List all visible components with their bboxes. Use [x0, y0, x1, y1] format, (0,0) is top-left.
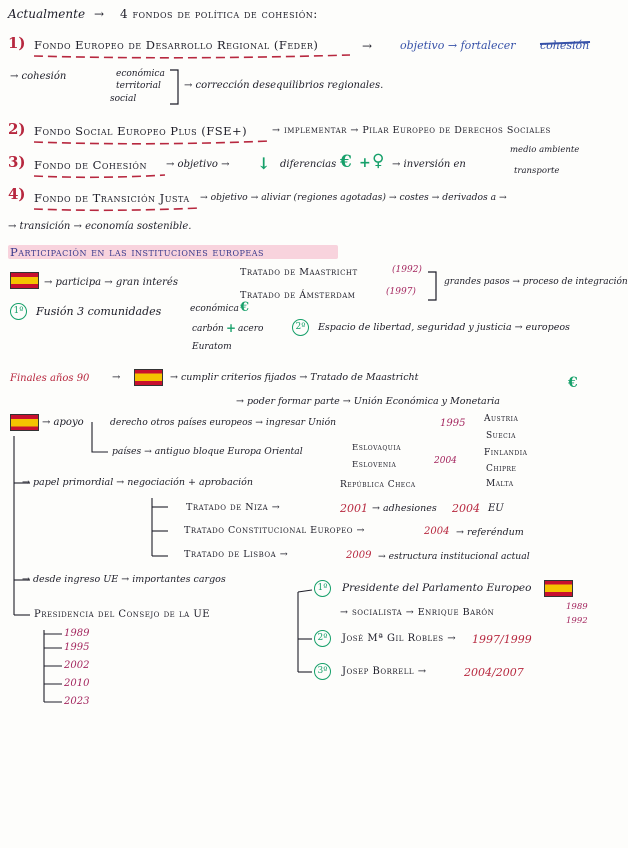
fund-3-plus: + — [359, 155, 371, 171]
baron-year-end: 1992 — [566, 616, 588, 626]
country-finland: Finlandia — [484, 448, 528, 458]
parliament-president: Presidente del Parlamento Europeo — [342, 582, 532, 594]
fund-1-arrow: → — [362, 39, 373, 53]
community-euro: € — [240, 300, 250, 315]
presidency-year: 1989 — [64, 628, 90, 639]
treaty-constitutional: Tratado Constitucional Europeo → — [184, 525, 366, 536]
treaty-constitutional-referendum: → referéndum — [456, 527, 524, 538]
president-borrell: Josep Borrell → — [342, 666, 427, 677]
fusion-communities: Fusión 3 comunidades — [36, 305, 162, 318]
presidency-year: 1995 — [64, 642, 90, 653]
participation-interest: → participa → gran interés — [44, 277, 178, 288]
treaty-lisbon: Tratado de Lisboa → — [184, 549, 289, 560]
important-positions: → desde ingreso UE → importantes cargos — [22, 574, 226, 585]
accession-1995: 1995 — [440, 418, 466, 429]
baron-year-start: 1989 — [566, 602, 588, 612]
space-freedom-justice: Espacio de libertad, seguridad y justicia → europeos — [318, 322, 570, 333]
community-plus: + — [226, 321, 237, 335]
fund-3-number: 3) — [8, 153, 26, 171]
community-euratom: Euratom — [192, 342, 232, 352]
euro-sign-icon: € — [568, 375, 578, 391]
fund-4-name: Fondo de Transición Justa — [34, 191, 190, 205]
fund-1-cohesion-territorial: territorial — [116, 81, 161, 91]
underline-transicion — [34, 208, 200, 210]
treaty-nice-year-2: 2004 — [452, 502, 480, 515]
fund-3-differences: diferencias — [280, 159, 337, 170]
euro-sign-icon: € — [340, 152, 352, 172]
treaty-amsterdam-year: (1997) — [386, 287, 416, 297]
fund-4-transition: → transición → economía sostenible. — [8, 221, 192, 232]
key-role: → papel primordial → negociación + aprobación — [22, 477, 253, 488]
country-slovenia: Eslovenia — [352, 460, 397, 470]
header-title: 4 fondos de política de cohesión: — [120, 7, 318, 21]
president-baron: → socialista → Enrique Barón — [340, 607, 495, 618]
fund-1-correction: → corrección desequilibrios regionales. — [184, 80, 384, 91]
fund-4-objective: → objetivo → aliviar (regiones agotadas) → costes → derivados a → — [200, 192, 507, 203]
header-actualmente: Actualmente — [8, 7, 86, 21]
header-arrow: → — [94, 7, 105, 21]
fund-1-number: 1) — [8, 34, 26, 52]
position-3-number: 3º — [314, 663, 331, 680]
fund-1-name: Fondo Europeo de Desarrollo Regional (Feder) — [34, 38, 319, 52]
country-cyprus: Chipre — [486, 464, 517, 474]
spain-flag-icon — [544, 580, 573, 597]
fund-4-number: 4) — [8, 185, 26, 203]
fund-1-struck-word: cohesión — [540, 39, 590, 52]
fund-1-cohesion-lead: → cohesión — [10, 71, 67, 82]
fund-1-cohesion-social: social — [110, 94, 137, 104]
presidency-year: 2023 — [64, 696, 90, 707]
spain-flag-icon — [134, 369, 163, 386]
borrell-years: 2004/2007 — [464, 666, 524, 679]
fund-2-detail: → implementar → Pilar Europeo de Derechos Sociales — [272, 125, 551, 136]
treaty-lisbon-year: 2009 — [346, 550, 372, 561]
underline-feder — [34, 55, 350, 58]
tree-apoyo-split — [92, 422, 108, 452]
council-presidency: Presidencia del Consejo de la UE — [34, 609, 211, 620]
treaty-nice: Tratado de Niza → — [186, 502, 281, 513]
country-czech: República Checa — [340, 480, 416, 490]
treaty-constitutional-year: 2004 — [424, 526, 450, 537]
treaty-nice-accessions: → adhesiones — [372, 503, 437, 514]
fund-2-name: Fondo Social Europeo Plus (FSE+) — [34, 124, 248, 138]
position-2-number: 2º — [314, 630, 331, 647]
fund-3-objective: → objetivo → — [166, 159, 230, 170]
fund-1-cohesion-economic: económica — [116, 69, 165, 79]
country-slovakia: Eslovaquia — [352, 443, 402, 453]
participation-heading: Participación en las instituciones europeas — [10, 245, 264, 259]
accession-2004: 2004 — [434, 456, 457, 466]
spain-flag-icon — [10, 414, 39, 431]
president-gil-robles: José Mª Gil Robles → — [342, 633, 457, 644]
presidency-year: 2002 — [64, 660, 90, 671]
position-1-number: 1º — [314, 580, 331, 597]
space-number: 2º — [292, 319, 309, 336]
eastern-bloc: países → antiguo bloque Europa Oriental — [112, 446, 303, 457]
person-icon: ♀ — [372, 151, 385, 171]
country-austria: Austria — [484, 414, 519, 424]
support-right-to-join: derecho otros países europeos → ingresar Unión — [110, 417, 337, 428]
treaty-nice-year: 2001 — [340, 502, 368, 515]
down-arrow-icon: ↓ — [257, 154, 271, 173]
treaty-maastricht: Tratado de Maastricht — [240, 267, 358, 278]
late-90s-label: Finales años 90 — [10, 373, 90, 384]
late-90s-arrow: → — [112, 372, 121, 383]
treaty-amsterdam: Tratado de Ámsterdam — [240, 290, 356, 301]
fund-3-transport: transporte — [514, 166, 560, 176]
spain-flag-icon — [10, 272, 39, 289]
fund-3-environment: medio ambiente — [510, 145, 580, 155]
gil-robles-years: 1997/1999 — [472, 633, 532, 646]
fund-3-investment: → inversión en — [392, 159, 466, 170]
fund-3-name: Fondo de Cohesión — [34, 158, 147, 172]
bracket-cohesion — [170, 70, 178, 104]
community-carbon: carbón — [192, 324, 224, 334]
fusion-number: 1º — [10, 303, 27, 320]
treaty-maastricht-year: (1992) — [392, 265, 422, 275]
treaty-nice-eu: EU — [488, 503, 504, 514]
tree-desde-b1 — [298, 590, 312, 592]
underline-cohesion — [34, 175, 165, 177]
bracket-tratados — [428, 272, 436, 300]
integration-steps: grandes pasos → proceso de integración — [444, 277, 628, 287]
fund-2-number: 2) — [8, 120, 26, 138]
country-malta: Malta — [486, 479, 514, 489]
presidency-year: 2010 — [64, 678, 90, 689]
underline-fse — [34, 141, 270, 144]
community-economic: económica — [190, 304, 239, 314]
community-steel: acero — [238, 324, 264, 334]
monetary-union: → poder formar parte → Unión Económica y Monetaria — [236, 396, 500, 407]
fund-1-objective: objetivo → fortalecer — [400, 39, 516, 52]
country-sweden: Suecia — [486, 431, 516, 441]
support-label: → apoyo — [42, 417, 84, 428]
criteria-maastricht: → cumplir criterios fijados → Tratado de Maastricht — [170, 372, 419, 383]
treaty-lisbon-structure: → estructura institucional actual — [378, 551, 530, 562]
